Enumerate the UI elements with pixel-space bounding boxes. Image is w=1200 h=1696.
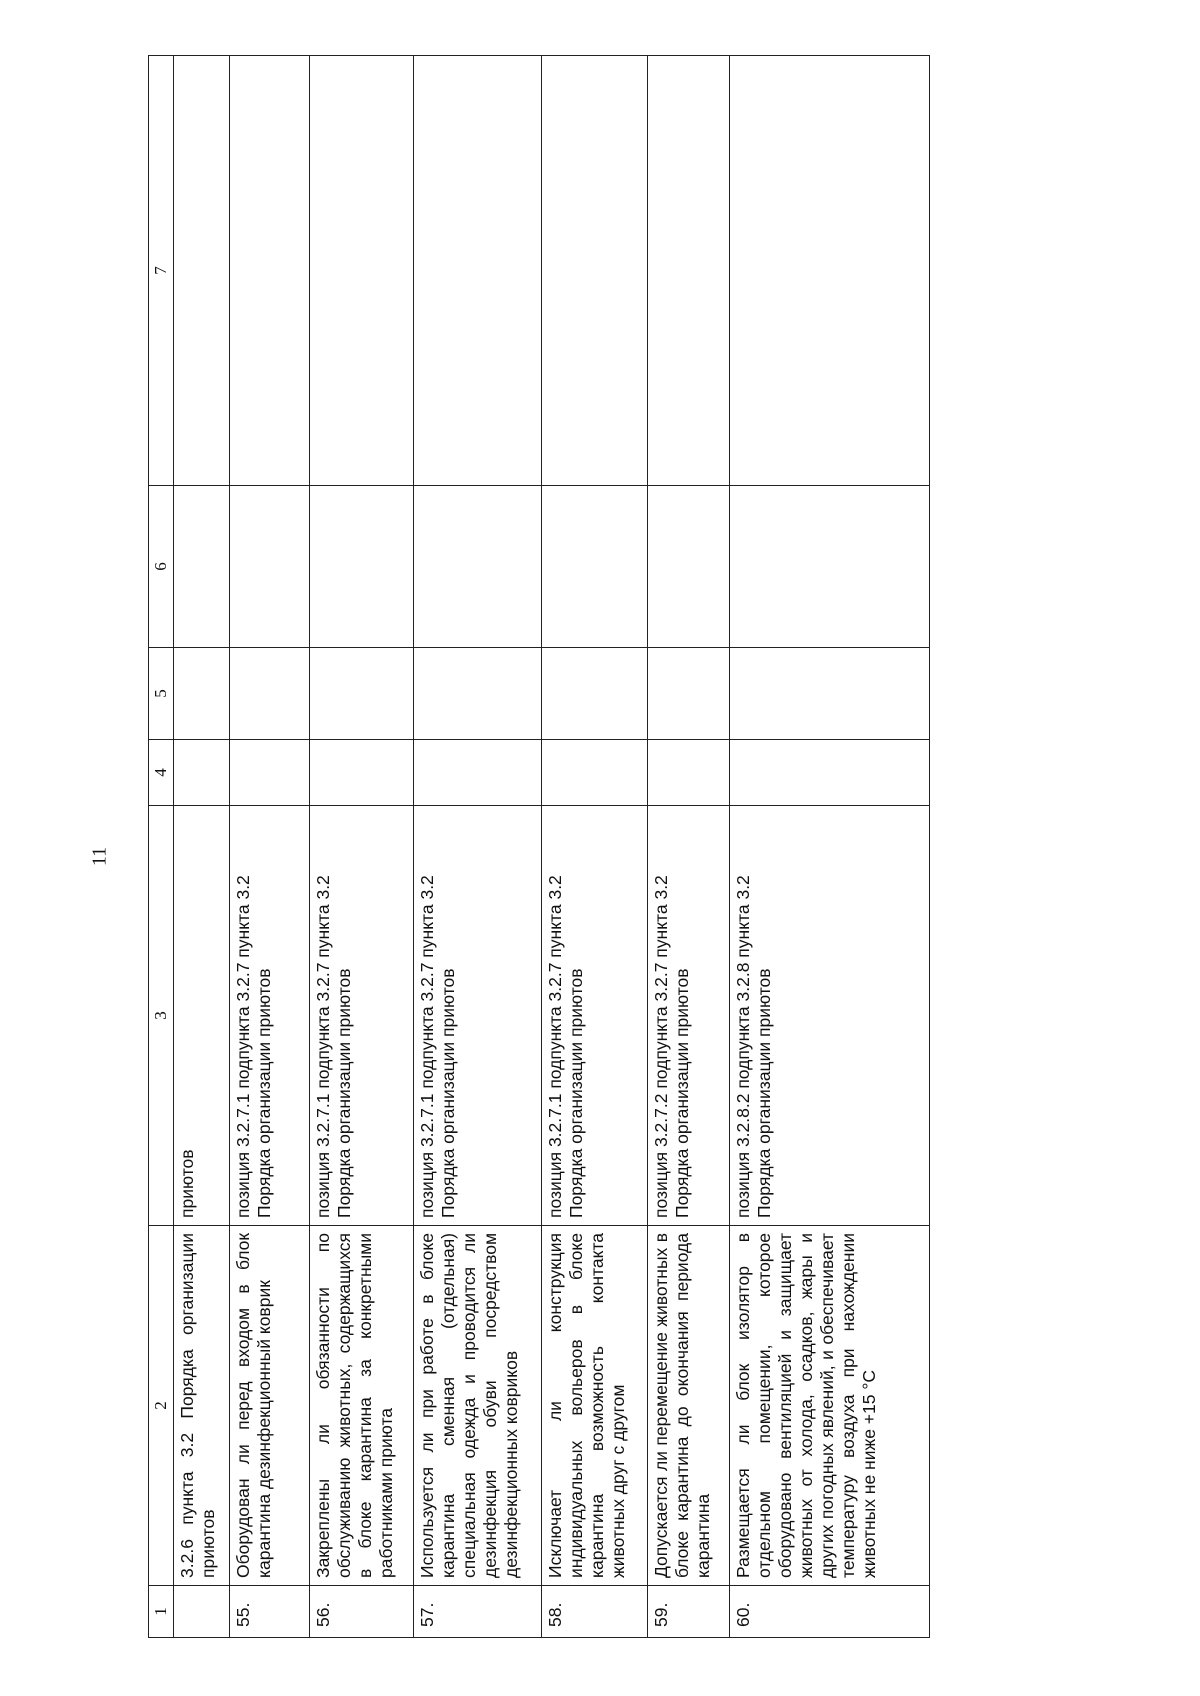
empty-cell xyxy=(174,648,230,740)
empty-cell xyxy=(310,56,414,486)
requirement-question: Закреплены ли обязанности по обслуживанию животных, содержащихся в блоке карантина за конкретными работниками приюта xyxy=(310,1226,414,1586)
row-number: 59. xyxy=(648,1586,730,1638)
empty-cell xyxy=(648,56,730,486)
empty-cell xyxy=(230,740,310,806)
empty-cell xyxy=(542,740,648,806)
table-row xyxy=(730,56,930,1638)
empty-cell xyxy=(310,740,414,806)
column-number-3: 3 xyxy=(149,806,174,1226)
empty-cell xyxy=(730,648,930,740)
column-number-4: 4 xyxy=(149,740,174,806)
requirement-reference: позиция 3.2.7.1 подпункта 3.2.7 пункта 3.2 Порядка организации приютов xyxy=(310,806,414,1226)
table-row xyxy=(414,56,542,1638)
requirement-question: Допускается ли перемещение животных в блоке карантина до окончания периода карантина xyxy=(648,1226,730,1586)
empty-cell xyxy=(542,486,648,648)
requirement-reference: позиция 3.2.8.2 подпункта 3.2.8 пункта 3.2 Порядка организации приютов xyxy=(730,806,930,1226)
empty-cell xyxy=(414,56,542,486)
requirement-question: Используется ли при работе в блоке карантина сменная (отдельная) специальная одежда и проводится ли дезинфекция обуви посредством дезинфекционных ковриков xyxy=(414,1226,542,1586)
empty-cell xyxy=(730,56,930,486)
empty-cell xyxy=(230,56,310,486)
empty-cell xyxy=(174,740,230,806)
requirement-reference: позиция 3.2.7.2 подпункта 3.2.7 пункта 3.2 Порядка организации приютов xyxy=(648,806,730,1226)
page-number: 11 xyxy=(88,846,111,867)
requirement-reference: позиция 3.2.7.1 подпункта 3.2.7 пункта 3.2 Порядка организации приютов xyxy=(542,806,648,1226)
row-number: 55. xyxy=(230,1586,310,1638)
table-row xyxy=(230,56,310,1638)
empty-cell xyxy=(414,648,542,740)
requirement-question: Исключает ли конструкция индивидуальных вольеров в блоке карантина возможность контакта животных друг с другом xyxy=(542,1226,648,1586)
requirement-question: Оборудован ли перед входом в блок карантина дезинфекционный коврик xyxy=(230,1226,310,1586)
table-row xyxy=(310,56,414,1638)
empty-cell xyxy=(230,648,310,740)
row-number: 58. xyxy=(542,1586,648,1638)
empty-cell xyxy=(648,648,730,740)
requirement-reference: приютов xyxy=(174,806,230,1226)
empty-cell xyxy=(648,740,730,806)
table-row xyxy=(542,56,648,1638)
row-number: 60. xyxy=(730,1586,930,1638)
rotated-table-container xyxy=(148,56,1004,1638)
empty-cell xyxy=(174,486,230,648)
table-row xyxy=(174,56,230,1638)
row-number: 56. xyxy=(310,1586,414,1638)
column-number-6: 6 xyxy=(149,486,174,648)
empty-cell xyxy=(310,486,414,648)
column-number-2: 2 xyxy=(149,1226,174,1586)
empty-cell xyxy=(730,486,930,648)
column-number-5: 5 xyxy=(149,648,174,740)
table-row xyxy=(648,56,730,1638)
empty-cell xyxy=(542,56,648,486)
requirement-question: Размещается ли блок изолятор в отдельном помещении, которое оборудовано вентиляцией и защищает животных от холода, осадков, жары и других погодных явлений, и обеспечивает температуру воздуха при нахождении животных не ниже +15 °С xyxy=(730,1226,930,1586)
table-header-row xyxy=(149,56,174,1638)
row-number xyxy=(174,1586,230,1638)
empty-cell xyxy=(414,486,542,648)
empty-cell xyxy=(174,56,230,486)
empty-cell xyxy=(730,740,930,806)
checklist-table xyxy=(148,55,930,1638)
requirement-reference: позиция 3.2.7.1 подпункта 3.2.7 пункта 3.2 Порядка организации приютов xyxy=(414,806,542,1226)
column-number-7: 7 xyxy=(149,56,174,486)
empty-cell xyxy=(648,486,730,648)
empty-cell xyxy=(310,648,414,740)
empty-cell xyxy=(542,648,648,740)
requirement-question: 3.2.6 пункта 3.2 Порядка организации приютов xyxy=(174,1226,230,1586)
row-number: 57. xyxy=(414,1586,542,1638)
column-number-1: 1 xyxy=(149,1586,174,1638)
requirement-reference: позиция 3.2.7.1 подпункта 3.2.7 пункта 3.2 Порядка организации приютов xyxy=(230,806,310,1226)
empty-cell xyxy=(414,740,542,806)
empty-cell xyxy=(230,486,310,648)
